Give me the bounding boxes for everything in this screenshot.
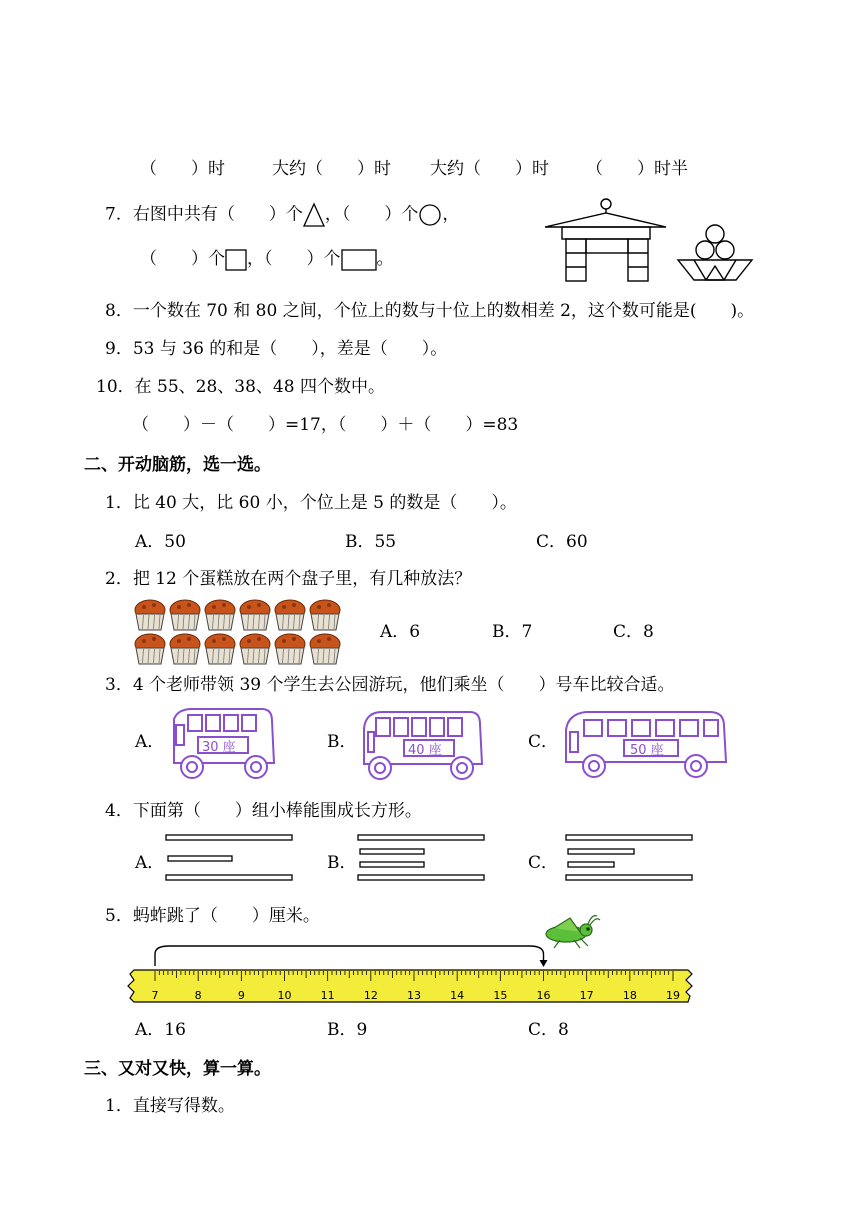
q7-text-e: ，（ ）个 <box>247 249 341 269</box>
ruler-label: 12 <box>363 989 378 1002</box>
house-figure <box>540 195 670 285</box>
cake-icon <box>275 600 305 630</box>
q7-line2 <box>140 248 394 271</box>
cakes-figure <box>132 598 344 664</box>
cake-icon <box>240 634 270 664</box>
q7-text-b: ，（ ）个 <box>324 204 419 225</box>
stick <box>360 849 424 854</box>
sticks-group-a <box>164 832 296 884</box>
stick <box>566 875 692 880</box>
ruler-label: 8 <box>194 989 202 1002</box>
stick <box>168 856 232 861</box>
bus-b-label: 40 座 <box>408 743 442 758</box>
q6-blank-b: 大约（ ）时 <box>272 159 391 179</box>
sticks-group-c <box>564 832 696 884</box>
q7-text-d: （ ）个 <box>140 249 225 269</box>
q10-stem: 10．在 55、28、38、48 四个数中。 <box>96 377 385 397</box>
s2-q3-option-a: A． <box>135 732 165 752</box>
ruler-label: 13 <box>407 989 421 1002</box>
ruler-label: 17 <box>579 989 594 1002</box>
ball-basket-figure <box>676 222 754 284</box>
cake-icon <box>170 634 200 664</box>
jump-arrowhead <box>540 960 548 967</box>
stick <box>358 835 484 840</box>
s2-q4-option-a: A． <box>135 853 165 873</box>
q7-text-f: 。 <box>376 249 394 269</box>
s2-q3-stem: 3．4 个老师带领 39 个学生去公园游玩，他们乘坐（ ）号车比较合适。 <box>105 675 675 695</box>
stick <box>568 862 614 867</box>
section3-title: 三、又对又快，算一算。 <box>84 1059 271 1079</box>
s2-q5-stem: 5．蚂蚱跳了（ ）厘米。 <box>105 906 320 926</box>
cake-icon <box>170 600 200 630</box>
stick <box>166 875 292 880</box>
ruler-label: 10 <box>277 989 292 1002</box>
bus-a-label: 30 座 <box>202 740 236 755</box>
stick <box>568 849 634 854</box>
s2-q2-option-c: C．8 <box>613 622 654 642</box>
cake-icon <box>310 600 340 630</box>
square-icon <box>225 249 247 271</box>
bus-a <box>162 705 284 783</box>
ruler-label: 15 <box>493 989 508 1002</box>
bus-b <box>356 708 490 784</box>
ruler-label: 7 <box>151 989 159 1002</box>
ruler-figure <box>126 940 696 1006</box>
ruler-label: 9 <box>237 989 245 1002</box>
sticks-group-b <box>356 832 488 884</box>
triangle-icon <box>303 203 325 227</box>
s2-q2-option-b: B．7 <box>492 622 533 642</box>
cake-icon <box>205 634 235 664</box>
q6-blank-c: 大约（ ）时 <box>430 159 549 179</box>
cake-icon <box>135 600 165 630</box>
s2-q2-option-a: A．6 <box>380 622 421 642</box>
s2-q4-option-b: B． <box>327 853 357 873</box>
q9-text: 9．53 与 36 的和是（ ），差是（ ）。 <box>105 339 448 359</box>
s2-q1-stem: 1．比 40 大，比 60 小，个位上是 5 的数是（ ）。 <box>105 493 517 513</box>
s2-q1-option-a: A．50 <box>135 532 186 552</box>
stick <box>358 875 484 880</box>
s2-q5-option-a: A．16 <box>135 1020 186 1040</box>
ruler-label: 19 <box>666 989 680 1002</box>
ruler-label: 16 <box>536 989 551 1002</box>
ruler-label: 14 <box>450 989 465 1002</box>
s3-q1-text: 1．直接写得数。 <box>105 1096 235 1116</box>
s2-q4-option-c: C． <box>528 853 559 873</box>
jump-arc <box>155 946 544 966</box>
s2-q5-option-b: B．9 <box>327 1020 368 1040</box>
s2-q1-option-b: B．55 <box>345 532 397 552</box>
cake-icon <box>135 634 165 664</box>
cake-icon <box>275 634 305 664</box>
cake-icon <box>240 600 270 630</box>
q7-text-a: 7．右图中共有（ ）个 <box>105 204 303 225</box>
cake-icon <box>205 600 235 630</box>
stick <box>566 835 692 840</box>
s2-q4-stem: 4．下面第（ ）组小棒能围成长方形。 <box>105 801 422 821</box>
s2-q2-stem: 2．把 12 个蛋糕放在两个盘子里，有几种放法？ <box>105 569 472 589</box>
cake-icon <box>310 634 340 664</box>
bus-c <box>560 708 730 780</box>
q6-blank-d: （ ）时半 <box>586 159 688 179</box>
rectangle-icon <box>341 249 377 271</box>
q7-line1 <box>105 203 459 227</box>
stick <box>360 862 424 867</box>
q8-text: 8．一个数在 70 和 80 之间，个位上的数与十位上的数相差 2，这个数可能是( )。 <box>105 301 755 321</box>
bus-c-label: 50 座 <box>630 743 664 758</box>
s2-q1-option-c: C．60 <box>536 532 588 552</box>
ruler-label: 11 <box>320 989 335 1002</box>
q10-line: （ ）－（ ）=17，（ ）＋（ ）=83 <box>132 415 519 435</box>
q7-text-c: ， <box>442 204 460 225</box>
section2-title: 二、开动脑筋，选一选。 <box>84 455 271 475</box>
q6-blank-a: （ ）时 <box>140 159 225 179</box>
stick <box>166 835 292 840</box>
s2-q3-option-c: C． <box>528 732 559 752</box>
ruler-label: 18 <box>622 989 637 1002</box>
s2-q5-option-c: C．8 <box>528 1020 569 1040</box>
s2-q3-option-b: B． <box>327 732 357 752</box>
circle-icon <box>418 203 442 227</box>
